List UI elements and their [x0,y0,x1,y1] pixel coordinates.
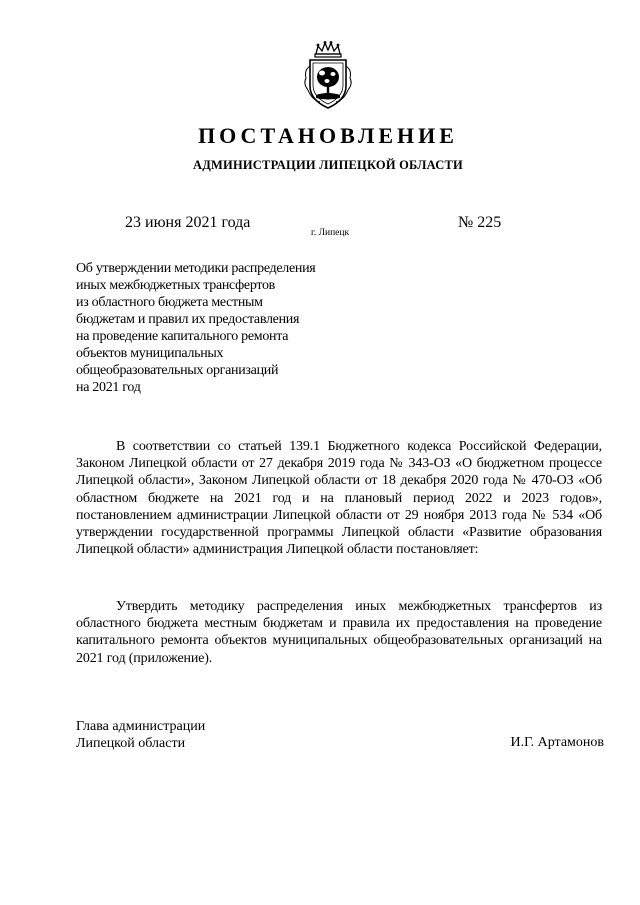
coat-of-arms-icon [298,40,358,112]
body-paragraph-resolution: Утвердить методику распределения иных межбюджетных трансфертов из областного бюджета местным бюджетам и правила их предоставления на проведение капитального ремонта объектов муниципальных общеобразовательных организаций на 2021 год (приложение). [76,599,602,666]
document-date: 23 июня 2021 года [125,214,251,231]
subject-line: бюджетам и правил их предоставления [76,312,300,327]
document-city: г. Липецк [311,228,350,238]
subject-line: на 2021 год [76,380,141,395]
document-number: № 225 [458,214,502,231]
signatory-name: И.Г. Артамонов [510,735,604,750]
subject-line: общеобразовательных организаций [76,363,279,378]
signatory-position-line: Липецкой области [76,736,186,751]
signatory-position [76,718,205,752]
subject-line: Об утверждении методики распределения [76,261,316,276]
subject-line: иных межбюджетных трансфертов [76,278,275,293]
document-title: ПОСТАНОВЛЕНИЕ [198,123,458,148]
signatory-position-line: Глава администрации [76,719,206,734]
subject-line: на проведение капитального ремонта [76,329,289,344]
subject-line: объектов муниципальных [76,346,224,361]
body-paragraph-preamble: В соответствии со статьей 139.1 Бюджетного кодекса Российской Федерации, Законом Липецкой области от 27 декабря 2019 года № 343-ОЗ «О бюджетном процессе Липецкой области», Законом Липецкой области от 18 декабря 2020 года № 470-ОЗ «Об областном бюджете на 2021 год и на плановый период 2022 и 2023 годов», постановлением администрации Липецкой области от 29 ноября 2013 года № 534 «Об утверждении государственной программы Липецкой области «Развитие образования Липецкой области» администрация Липецкой области постановляет: [76,439,602,558]
document-subject [76,260,376,396]
subject-line: из областного бюджета местным [76,295,263,310]
document-subtitle: АДМИНИСТРАЦИИ ЛИПЕЦКОЙ ОБЛАСТИ [193,158,463,172]
